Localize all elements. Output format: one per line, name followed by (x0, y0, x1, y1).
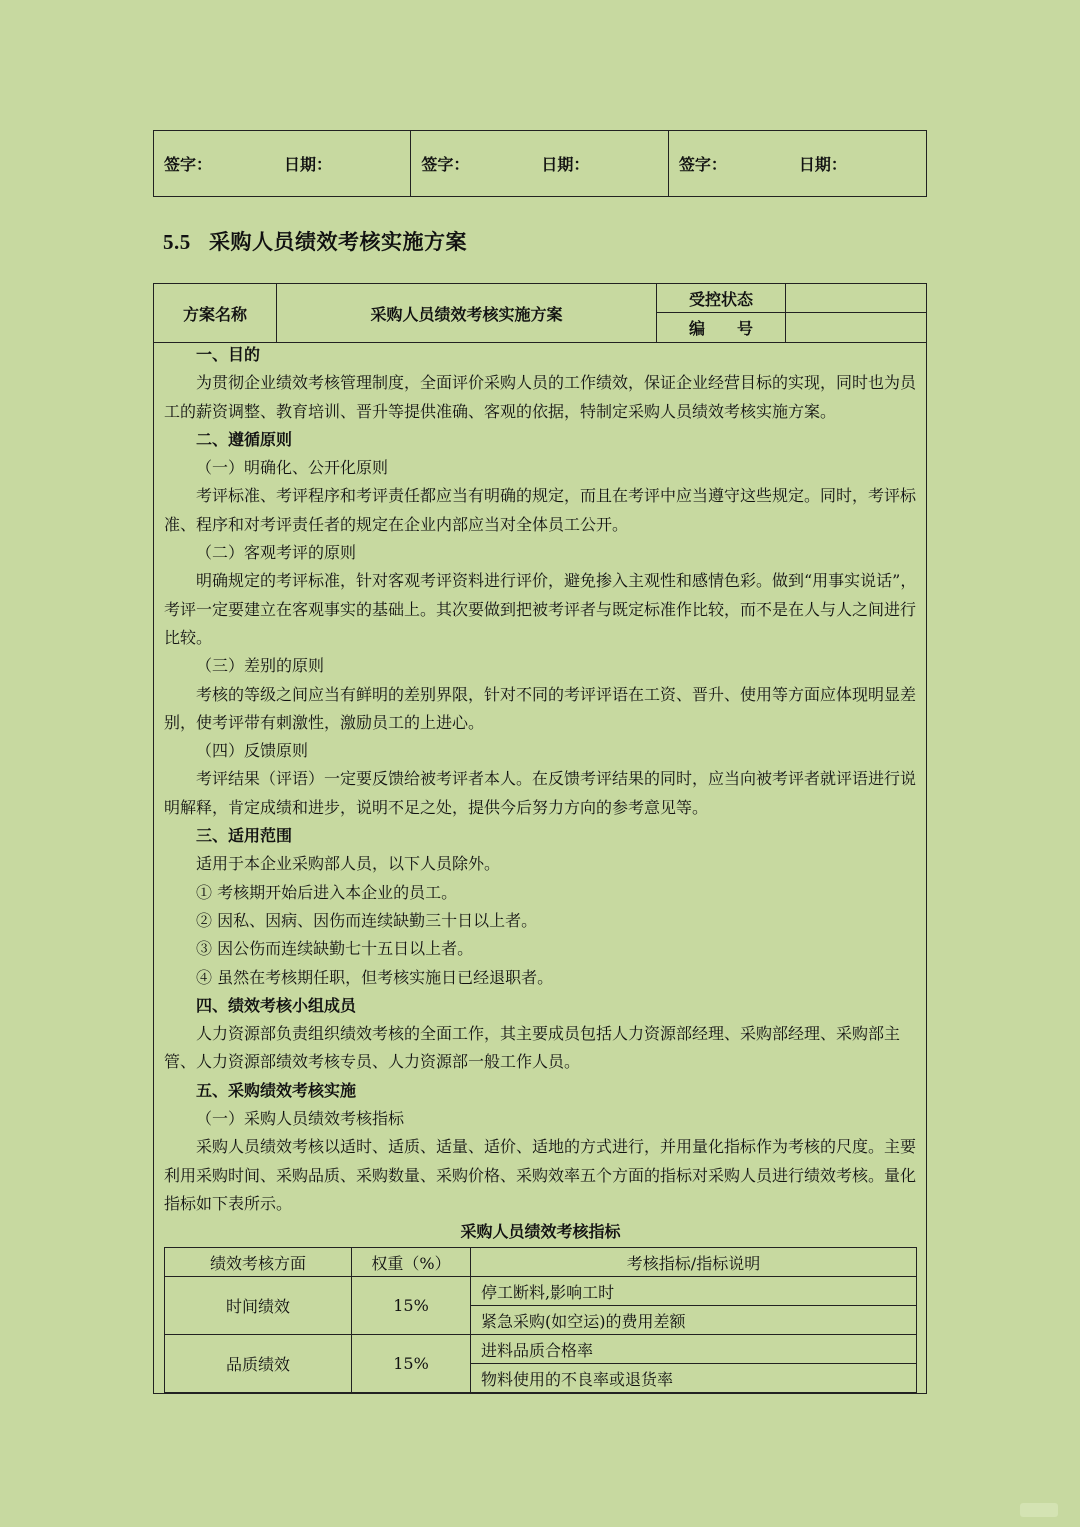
paragraph: 适用于本企业采购部人员，以下人员除外。 (196, 854, 501, 874)
heading-members: 四、绩效考核小组成员 (196, 995, 357, 1015)
indicator-cell: 进料品质合格率 (471, 1335, 917, 1364)
sign-label: 签字： (164, 155, 213, 174)
doc-number-value (786, 313, 927, 343)
sign-label: 签字： (421, 155, 470, 174)
table-header-row (165, 1248, 917, 1277)
kpi-table (164, 1247, 917, 1393)
signature-table (153, 130, 927, 197)
section-number: 5.5 (163, 230, 191, 254)
control-status-value (786, 284, 927, 313)
subheading: （三）差别的原则 (196, 656, 325, 676)
section-title: 采购人员绩效考核实施方案 (209, 229, 467, 254)
doc-number-label: 编 号 (657, 313, 786, 343)
heading-scope: 三、适用范围 (196, 826, 293, 846)
paragraph: 采购人员绩效考核以适时、适质、适量、适价、适地的方式进行，并用量化指标作为考核的尺度。主要利用采购时间、采购品质、采购数量、采购价格、采购效率五个方面的指标对采购人员进行绩效考核。量化指标如下表所示。 (164, 1137, 917, 1213)
subheading: （二）客观考评的原则 (196, 543, 357, 563)
column-header: 绩效考核方面 (165, 1248, 352, 1277)
date-label: 日期： (541, 155, 590, 174)
table-caption: 采购人员绩效考核指标 (460, 1222, 621, 1242)
control-status-label: 受控状态 (657, 284, 786, 313)
subheading: （四）反馈原则 (196, 741, 309, 761)
aspect-cell: 品质绩效 (165, 1335, 352, 1393)
table-row (165, 1277, 917, 1306)
heading-principles: 二、遵循原则 (196, 429, 293, 449)
list-item: ④ 虽然在考核期任职，但考核实施日已经退职者。 (196, 967, 554, 987)
heading-implementation: 五、采购绩效考核实施 (196, 1080, 357, 1100)
list-item: ② 因私、因病、因伤而连续缺勤三十日以上者。 (196, 910, 538, 930)
heading-purpose: 一、目的 (196, 345, 261, 364)
plan-header-table (153, 283, 927, 343)
paragraph: 考评标准、考评程序和考评责任都应当有明确的规定，而且在考评中应当遵守这些规定。同时，考评标准、程序和对考评责任者的规定在企业内部应当对全体员工公开。 (164, 486, 917, 534)
indicator-cell: 停工断料,影响工时 (471, 1277, 917, 1306)
date-label: 日期： (284, 155, 333, 174)
plan-name-label: 方案名称 (154, 284, 277, 343)
weight-cell: 15% (352, 1335, 471, 1393)
plan-body (164, 341, 917, 1247)
weight-cell: 15% (352, 1277, 471, 1335)
aspect-cell: 时间绩效 (165, 1277, 352, 1335)
date-label: 日期： (798, 155, 847, 174)
table-row (165, 1335, 917, 1364)
subheading: （一）采购人员绩效考核指标 (196, 1109, 405, 1129)
signature-cell (154, 131, 411, 197)
indicator-cell: 紧急采购(如空运)的费用差额 (471, 1306, 917, 1335)
indicator-cell: 物料使用的不良率或退货率 (471, 1364, 917, 1393)
column-header: 权重（%） (352, 1248, 471, 1277)
section-heading (163, 226, 467, 256)
paragraph: 考核的等级之间应当有鲜明的差别界限，针对不同的考评评语在工资、晋升、使用等方面应体现明显差别，使考评带有刺激性，激励员工的上进心。 (164, 684, 917, 732)
paragraph: 考评结果（评语）一定要反馈给被考评者本人。在反馈考评结果的同时，应当向被考评者就评语进行说明解释，肯定成绩和进步，说明不足之处，提供今后努力方向的参考意见等。 (164, 769, 917, 817)
paragraph: 为贯彻企业绩效考核管理制度，全面评价采购人员的工作绩效，保证企业经营目标的实现，同时也为员工的薪资调整、教育培训、晋升等提供准确、客观的依据，特制定采购人员绩效考核实施方案。 (164, 373, 917, 421)
sign-label: 签字： (678, 155, 727, 174)
subheading: （一）明确化、公开化原则 (196, 458, 389, 478)
paragraph: 人力资源部负责组织绩效考核的全面工作，其主要成员包括人力资源部经理、采购部经理、采购部主管、人力资源部绩效考核专员、人力资源部一般工作人员。 (164, 1024, 901, 1072)
plan-name-value: 采购人员绩效考核实施方案 (277, 284, 657, 343)
signature-cell (668, 131, 926, 197)
column-header: 考核指标/指标说明 (471, 1248, 917, 1277)
list-item: ① 考核期开始后进入本企业的员工。 (196, 882, 458, 902)
paragraph: 明确规定的考评标准，针对客观考评资料进行评价，避免掺入主观性和感情色彩。做到“用事实说话”，考评一定要建立在客观事实的基础上。其次要做到把被考评者与既定标准作比较，而不是在人与人之间进行比较。 (164, 571, 917, 647)
watermark-badge (1020, 1503, 1058, 1517)
list-item: ③ 因公伤而连续缺勤七十五日以上者。 (196, 939, 474, 959)
signature-cell (411, 131, 668, 197)
